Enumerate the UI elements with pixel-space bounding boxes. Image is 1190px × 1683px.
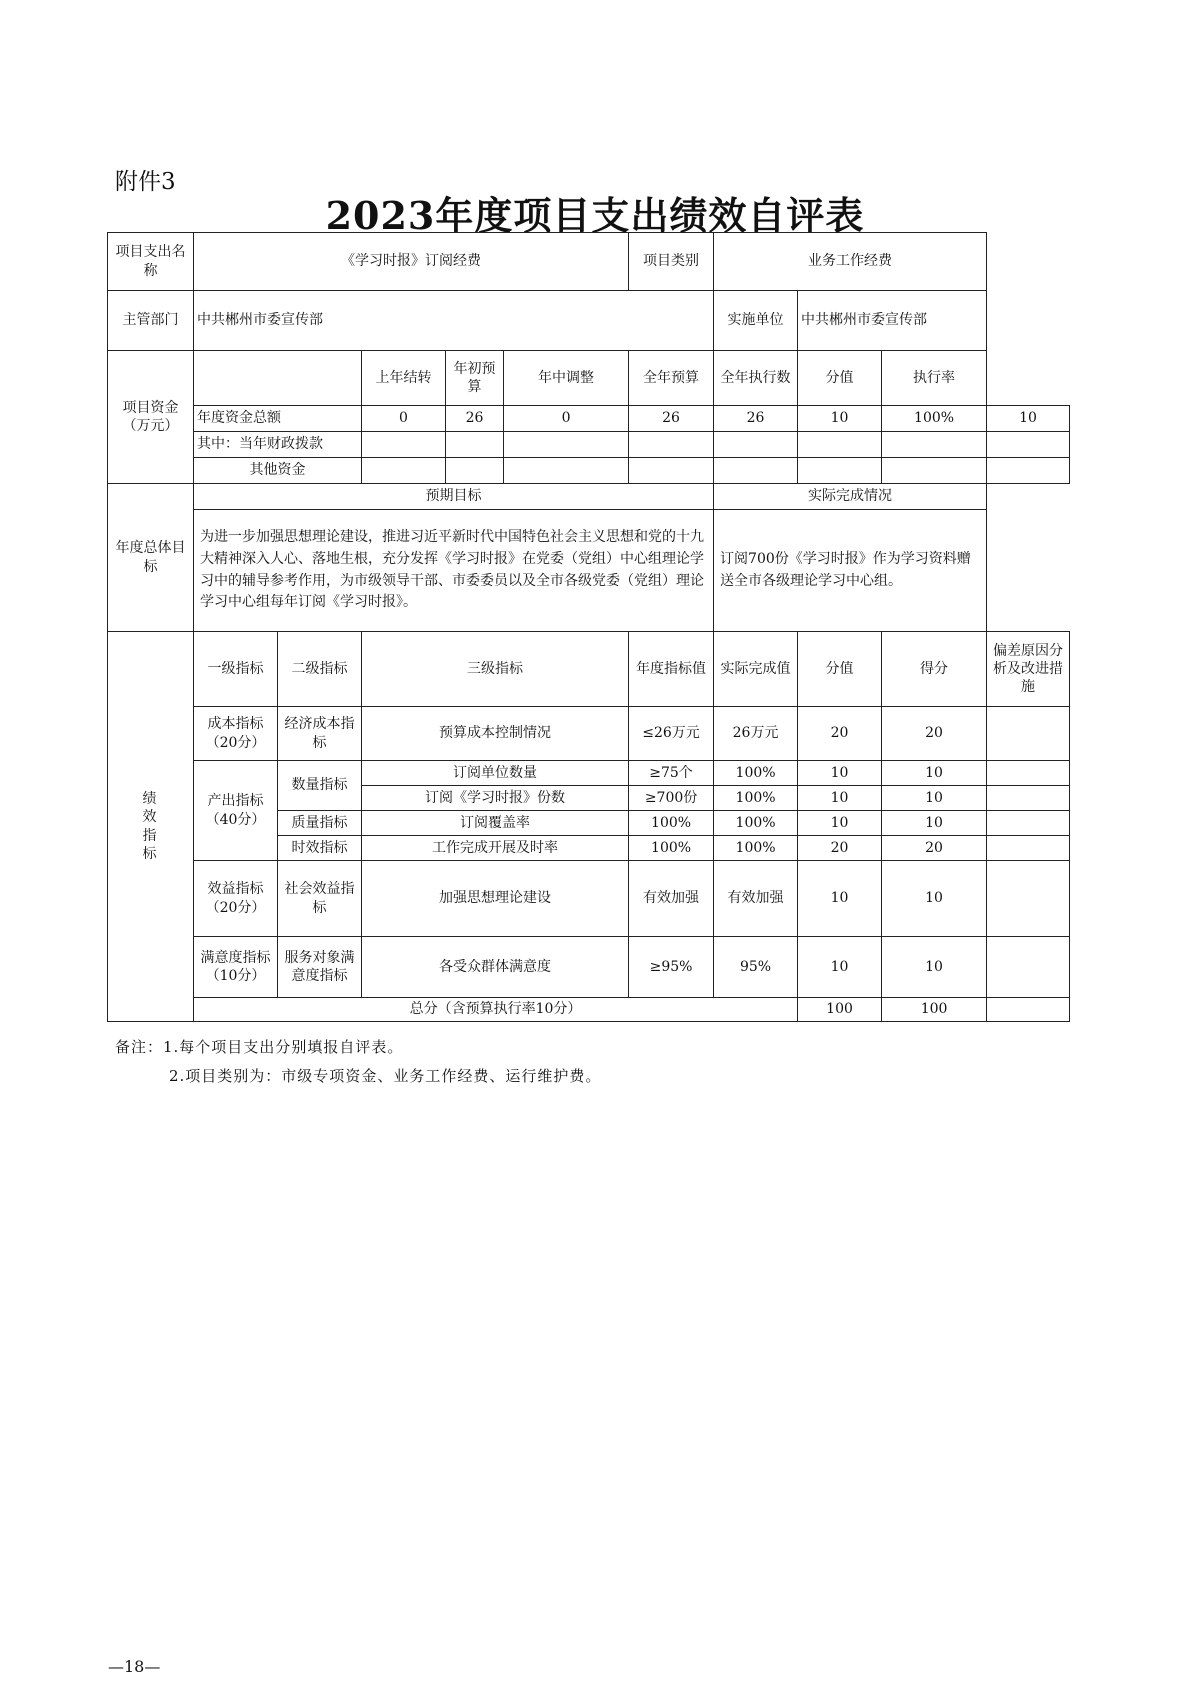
- actual-value: 有效加强: [714, 861, 798, 937]
- funds-value: 26: [714, 406, 798, 432]
- perf-header: 偏差原因分析及改进措施: [987, 632, 1070, 707]
- l3-indicator: 加强思想理论建设: [362, 861, 629, 937]
- deviation-cell: [987, 937, 1070, 998]
- perf-header: 年度指标值: [629, 632, 714, 707]
- l2-indicator: 经济成本指标: [278, 707, 362, 761]
- l3-indicator: 预算成本控制情况: [362, 707, 629, 761]
- funds-fiscal-row: [108, 432, 1070, 458]
- project-category: 业务工作经费: [714, 233, 987, 291]
- attachment-label: 附件3: [115, 169, 176, 195]
- deviation-cell: [987, 761, 1070, 786]
- funds-header: 执行率: [882, 351, 987, 406]
- project-name-label: 项目支出名称: [108, 233, 194, 291]
- l3-indicator: 各受众群体满意度: [362, 937, 629, 998]
- l3-indicator: 订阅《学习时报》份数: [362, 786, 629, 811]
- got-value: 10: [882, 761, 987, 786]
- funds-value: 100%: [882, 406, 987, 432]
- perf-header: 二级指标: [278, 632, 362, 707]
- funds-header: 年中调整: [504, 351, 629, 406]
- note-1: 备注：1.每个项目支出分别填报自评表。: [115, 1038, 404, 1056]
- funds-total-label: 年度资金总额: [194, 406, 362, 432]
- perf-row: [108, 861, 1070, 937]
- got-value: 10: [882, 811, 987, 836]
- project-category-label: 项目类别: [629, 233, 714, 291]
- target-value: 100%: [629, 811, 714, 836]
- funds-header: 分值: [798, 351, 882, 406]
- target-value: ≥95%: [629, 937, 714, 998]
- goal-content-row: [108, 510, 1070, 632]
- perf-header: 三级指标: [362, 632, 629, 707]
- funds-value: 10: [798, 406, 882, 432]
- actual-value: 100%: [714, 786, 798, 811]
- funds-fiscal-label: 其中：当年财政拨款: [194, 432, 362, 458]
- goal-expected-header: 预期目标: [194, 484, 714, 510]
- l1-indicator: 成本指标（20分）: [194, 707, 278, 761]
- perf-header-row: [108, 632, 1070, 707]
- total-label: 总分（含预算执行率10分）: [194, 998, 798, 1022]
- page-title: 2023年度项目支出绩效自评表: [325, 193, 865, 238]
- target-value: ≥75个: [629, 761, 714, 786]
- score-value: 10: [798, 937, 882, 998]
- actual-value: 100%: [714, 836, 798, 861]
- funds-value: 0: [362, 406, 446, 432]
- funds-other-row: [108, 458, 1070, 484]
- perf-row: [108, 937, 1070, 998]
- perf-header: 分值: [798, 632, 882, 707]
- goal-label: 年度总体目标: [108, 484, 194, 632]
- funds-total-row: [108, 406, 1070, 432]
- deviation-cell: [987, 707, 1070, 761]
- score-value: 10: [798, 861, 882, 937]
- funds-label: 项目资金（万元）: [108, 351, 194, 484]
- perf-row: [108, 761, 1070, 786]
- l1-indicator: 满意度指标（10分）: [194, 937, 278, 998]
- l3-indicator: 工作完成开展及时率: [362, 836, 629, 861]
- target-value: ≥700份: [629, 786, 714, 811]
- perf-label: 绩效指标: [108, 632, 194, 1022]
- deviation-cell: [987, 811, 1070, 836]
- target-value: ≤26万元: [629, 707, 714, 761]
- got-value: 10: [882, 786, 987, 811]
- actual-value: 26万元: [714, 707, 798, 761]
- dept-value: 中共郴州市委宣传部: [194, 291, 714, 351]
- dept-row: [108, 291, 1070, 351]
- deviation-cell: [987, 786, 1070, 811]
- score-value: 20: [798, 836, 882, 861]
- got-value: 20: [882, 836, 987, 861]
- l2-indicator: 时效指标: [278, 836, 362, 861]
- l2-indicator: 服务对象满意度指标: [278, 937, 362, 998]
- evaluation-table: [107, 232, 1070, 1022]
- unit-label: 实施单位: [714, 291, 798, 351]
- funds-value: 0: [504, 406, 629, 432]
- funds-value: 10: [987, 406, 1070, 432]
- note-2: 2.项目类别为：市级专项资金、业务工作经费、运行维护费。: [169, 1067, 602, 1085]
- goal-expected: 为进一步加强思想理论建设，推进习近平新时代中国特色社会主义思想和党的十九大精神深入人心、落地生根，充分发挥《学习时报》在党委（党组）中心组理论学习中的辅导参考作用，为市级领导干部、市委委员以及全市各级党委（党组）理论学习中心组每年订阅《学习时报》。: [194, 510, 714, 632]
- total-score: 100: [798, 998, 882, 1022]
- perf-header: 一级指标: [194, 632, 278, 707]
- goal-actual-header: 实际完成情况: [714, 484, 987, 510]
- l2-indicator: 社会效益指标: [278, 861, 362, 937]
- target-value: 100%: [629, 836, 714, 861]
- goal-header-row: [108, 484, 1070, 510]
- score-value: 10: [798, 811, 882, 836]
- deviation-cell: [987, 861, 1070, 937]
- project-name: 《学习时报》订阅经费: [194, 233, 629, 291]
- score-value: 10: [798, 761, 882, 786]
- perf-header: 得分: [882, 632, 987, 707]
- actual-value: 95%: [714, 937, 798, 998]
- l1-indicator: 产出指标（40分）: [194, 761, 278, 861]
- page-number: —18—: [108, 1657, 161, 1676]
- perf-row: [108, 707, 1070, 761]
- notes: [115, 1033, 601, 1091]
- funds-header: 全年预算: [629, 351, 714, 406]
- got-value: 20: [882, 707, 987, 761]
- l2-indicator: 数量指标: [278, 761, 362, 811]
- funds-header: 全年执行数: [714, 351, 798, 406]
- target-value: 有效加强: [629, 861, 714, 937]
- funds-header: 上年结转: [362, 351, 446, 406]
- score-value: 10: [798, 786, 882, 811]
- funds-value: 26: [629, 406, 714, 432]
- project-row: [108, 233, 1070, 291]
- actual-value: 100%: [714, 811, 798, 836]
- funds-header-row: [108, 351, 1070, 406]
- l2-indicator: 质量指标: [278, 811, 362, 836]
- dept-label: 主管部门: [108, 291, 194, 351]
- unit-value: 中共郴州市委宣传部: [798, 291, 987, 351]
- total-got: 100: [882, 998, 987, 1022]
- total-row: [108, 998, 1070, 1022]
- deviation-cell: [987, 836, 1070, 861]
- l3-indicator: 订阅单位数量: [362, 761, 629, 786]
- got-value: 10: [882, 937, 987, 998]
- l3-indicator: 订阅覆盖率: [362, 811, 629, 836]
- actual-value: 100%: [714, 761, 798, 786]
- got-value: 10: [882, 861, 987, 937]
- funds-value: 26: [446, 406, 504, 432]
- perf-header: 实际完成值: [714, 632, 798, 707]
- funds-other-label: 其他资金: [194, 458, 362, 484]
- score-value: 20: [798, 707, 882, 761]
- l1-indicator: 效益指标（20分）: [194, 861, 278, 937]
- funds-corner: [194, 351, 362, 406]
- funds-header: 年初预算: [446, 351, 504, 406]
- goal-actual: 订阅700份《学习时报》作为学习资料赠送全市各级理论学习中心组。: [714, 510, 987, 632]
